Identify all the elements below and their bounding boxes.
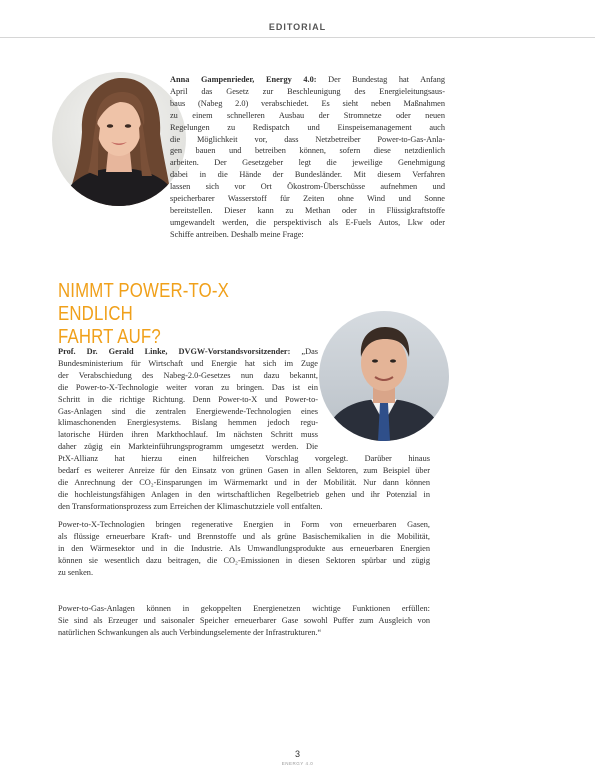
footer-publication: ENERGY 4.0 — [281, 761, 314, 766]
intro-speaker: Anna Gampenrieder, Energy 4.0: — [170, 75, 317, 84]
header-rule — [0, 37, 595, 38]
quote-speaker: Prof. Dr. Gerald Linke, DVGW-Vorstandsvorsitzender: — [58, 347, 291, 356]
section-label: EDITORIAL — [268, 22, 327, 32]
author-portrait-photo — [52, 72, 186, 206]
intro-paragraph: Anna Gampenrieder, Energy 4.0: Der Bundestag hat Anfang April das Gesetz zur Beschleunigung des Energieleitungsaus- baus (Nabeg 2.0) verabschiedet. Es sieht neben Maßnahmen zu einem schnelleren Ausbau der Stromnetze oder neuen Regelungen zu Redispatch und Einspeisemanagement auch die Möglichkeit vor, dass Netzbetreiber Power-to-Gas-Anla- gen bauen und betreiben können, sofern diese netzdienlich arbeiten. Der Gesetzgeber legt die jeweilige Genehmigung dabei in die Hände der Bundesländer. Mit diesem Verfahren lassen sich vor Ort Ökostrom-Überschüsse aufnehmen und speicherbarer Wasserstoff für Zeiten ohne Wind und Sonne bereitstellen. Dieser kann zu Methan oder in Flüssigkraftstoffe umgewandelt werden, die perspektivisch als E-Fuels Autos, Lkw oder Schiffe antreiben. Deshalb meine Frage: — [170, 75, 445, 239]
page-number: 3 — [294, 749, 300, 759]
article-headline: NIMMT POWER-TO-X ENDLICH FAHRT AUF? — [58, 279, 230, 348]
quote-paragraph-3: Power-to-Gas-Anlagen können in gekoppelten Energienetzen wichtige Funktionen erfüllen: Sie sind als Erzeuger und saisonaler Speicher erneuerbarer Gase sowohl Puffer zum Ausgleich von natürlichen Schwankungen als auch Verbindungselemente der Infrastrukturen.“ — [58, 604, 430, 637]
quote-paragraph-2: Power-to-X-Technologien bringen regenerative Energien in Form von erneuerbaren Gasen, als flüssige erneuerbare Kraft- und Brennstoffe und als grüne Basischemikalien in die Mobilität, in den Wärmesektor und in die Industrie. Als Umwandlungsprodukte aus erneuerbaren Energien können sie wesentlich dazu beitragen, die CO₂-Emissionen in diesen Sektoren spürbar und zügig zu senken. — [58, 520, 430, 577]
quote-paragraph-1: Prof. Dr. Gerald Linke, DVGW-Vorstandsvorsitzender: „Das Bundesministerium für Wirtschaft und Energie hat sich im Zuge der Verabschiedung des Nabeg-2.0-Gesetzes nun dazu bekannt, die Power-to-X-Technologie weiter voran zu bringen. Das ist ein Schritt in die richtige Richtung. Denn Power-to-X und Power-to- Gas-Anlagen sind die zentralen Energiewende-Technologien eines klimaschonenden Energiesystems. Bislang hemmen jedoch regu- latorische Hürden ihren Markthochlauf. Im nächsten Schritt muss daher zügig ein Markteinführungsprogramm umgesetzt werden. Die — [58, 347, 318, 452]
interviewee-portrait-photo — [319, 311, 449, 441]
quote-paragraph-1-continued: PtX-Allianz hat hierzu einen hilfreichen Vorschlag vorgelegt. Darüber hinaus bedarf es weiterer Anreize für den Einsatz von grünen Gasen in allen Sektoren, zum Beispiel über die Anrechnung der CO₂-Einsparungen im Wärmemarkt und in der Mobilität. Nur dann können die hochleistungsfähigen Anlagen in den wirtschaftlichen Regelbetrieb gehen und ihr Potenzial in den Transformationsprozess zum Erreichen der Klimaschutzziele voll entfalten. — [58, 454, 430, 511]
